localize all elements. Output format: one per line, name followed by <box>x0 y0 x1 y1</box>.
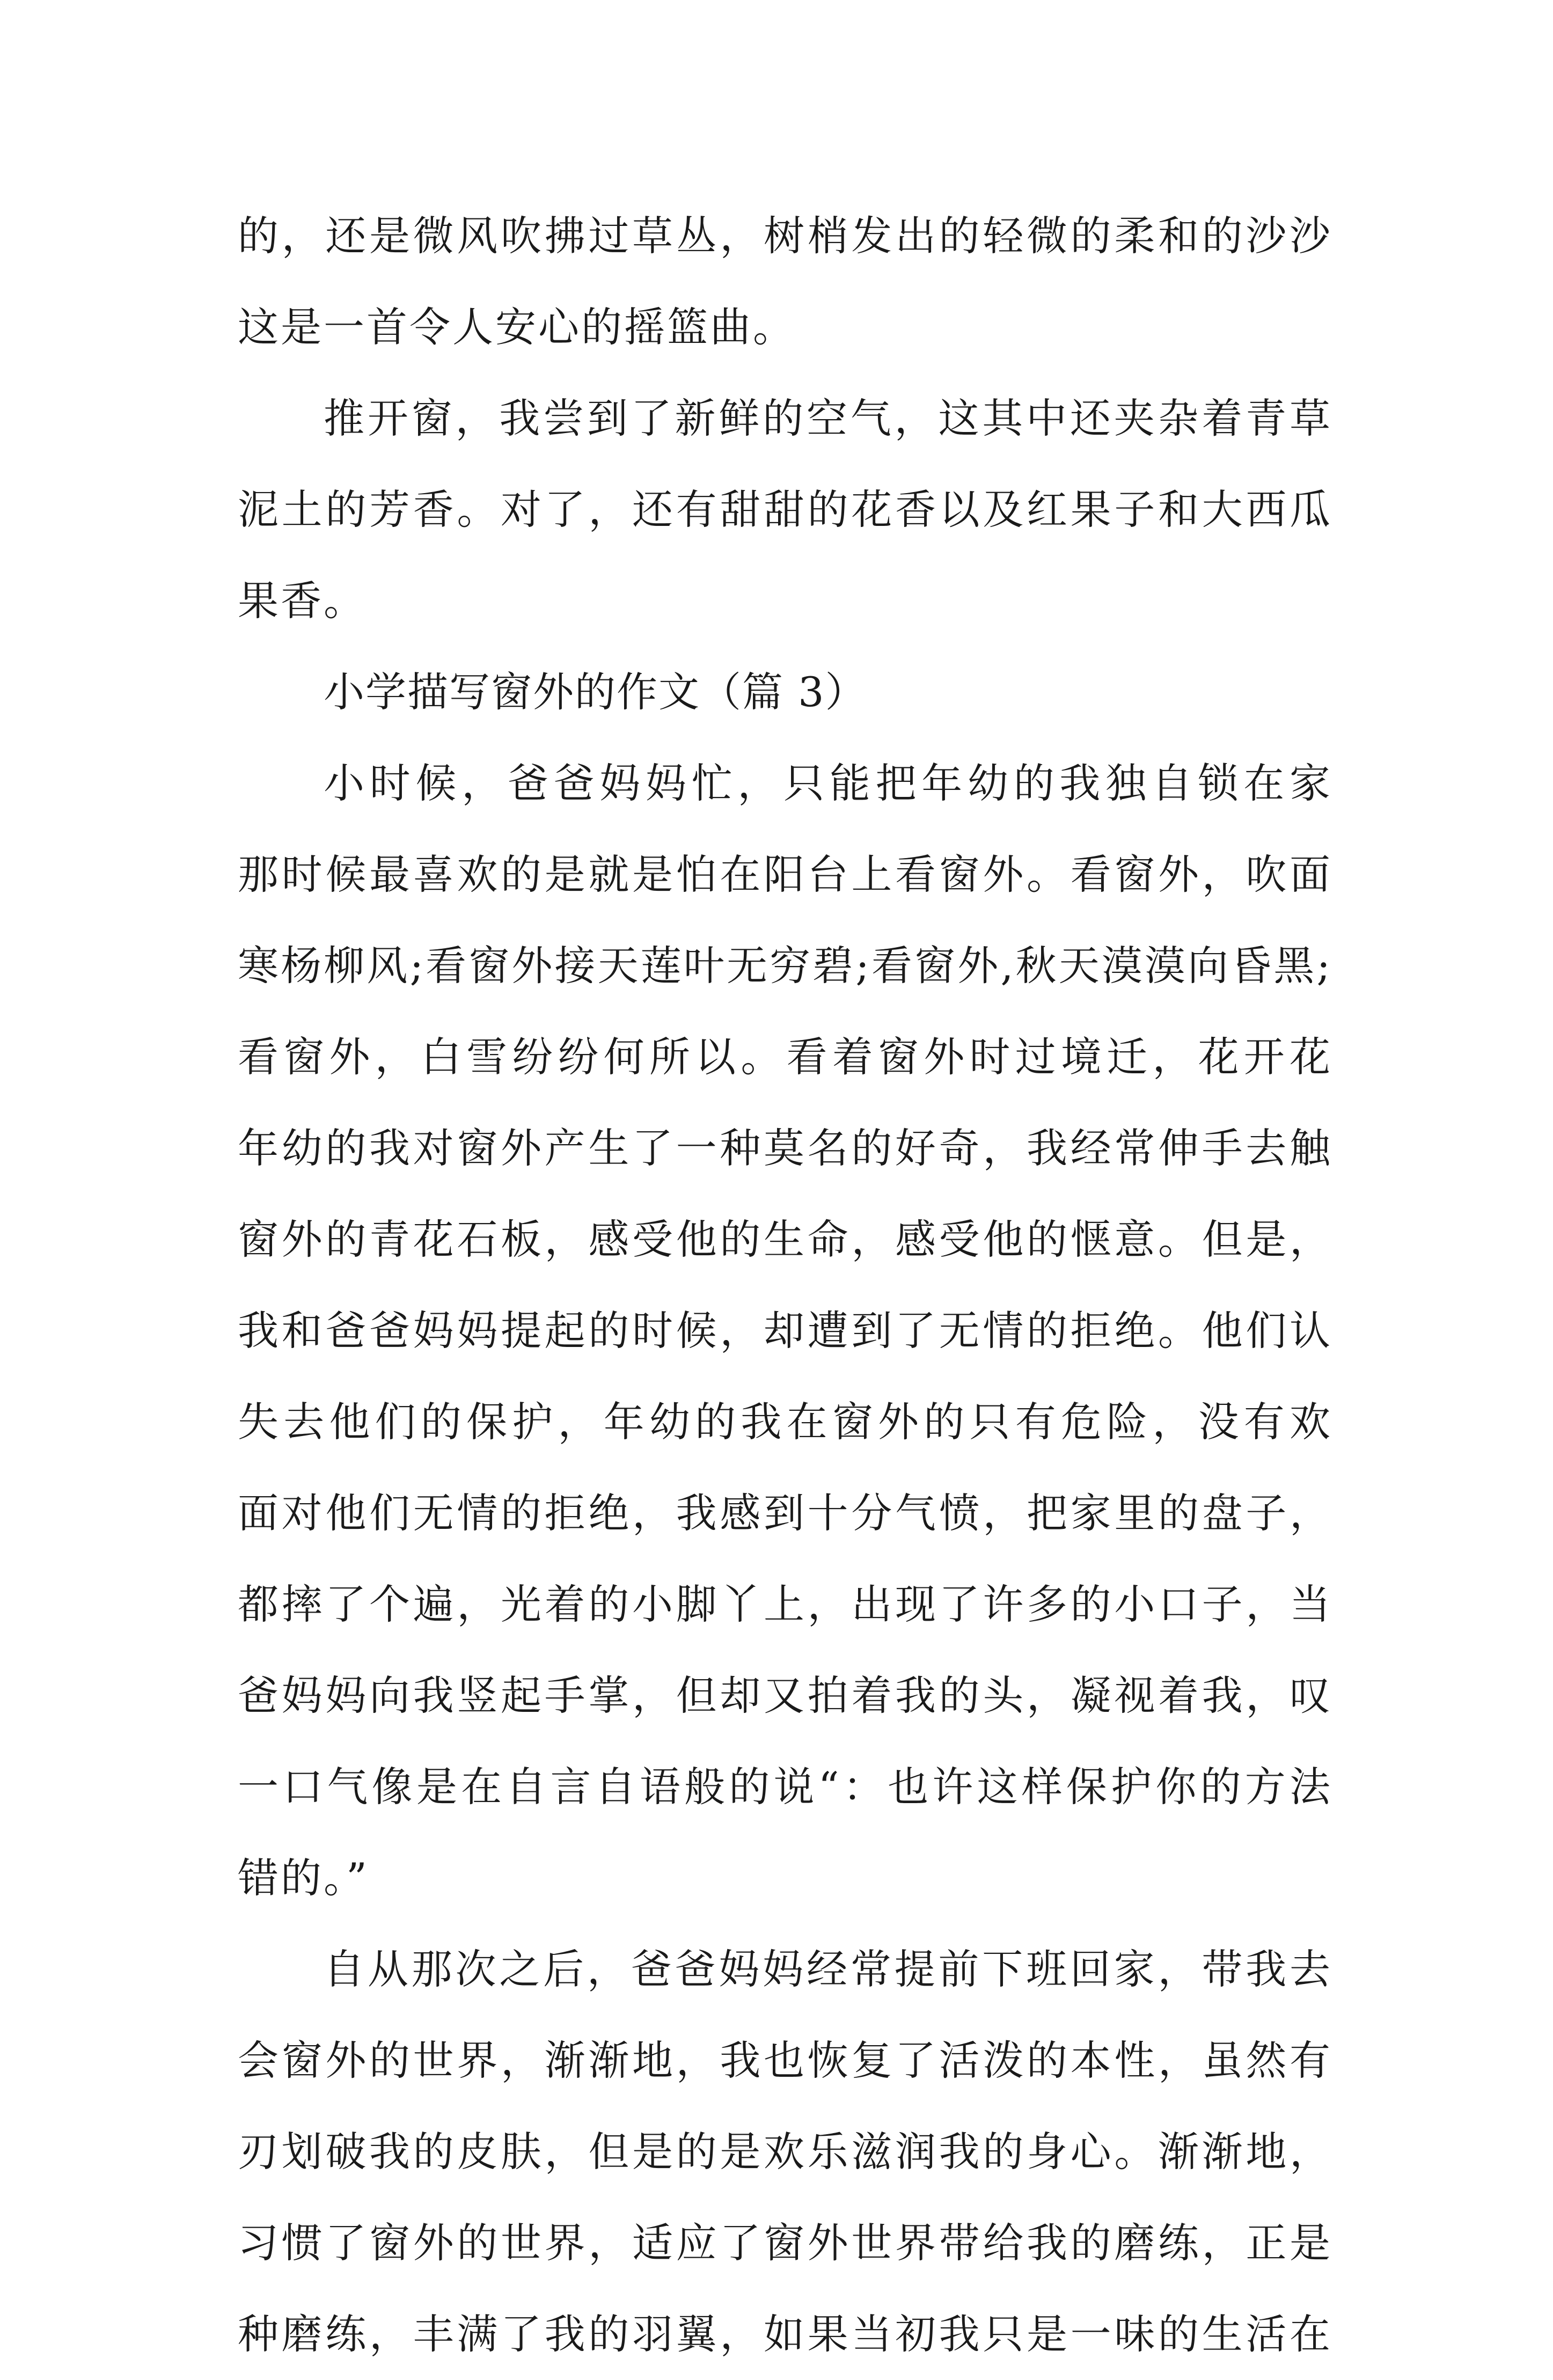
text-line: 爸妈妈向我竖起手掌，但却又拍着我的头，凝视着我，叹 <box>238 1672 1332 1719</box>
text-line: 习惯了窗外的世界，适应了窗外世界带给我的磨练，正是 <box>238 2219 1332 2267</box>
text-line: 小时候，爸爸妈妈忙，只能把年幼的我独自锁在家 <box>324 759 1332 807</box>
text-line: 面对他们无情的拒绝，我感到十分气愤，把家里的盘子， <box>238 1489 1332 1537</box>
text-line: 那时候最喜欢的是就是怕在阳台上看窗外。看窗外，吹面 <box>238 851 1332 898</box>
text-line: 会窗外的世界，渐渐地，我也恢复了活泼的本性，虽然有 <box>238 2037 1332 2084</box>
text-line: 看窗外，白雪纷纷何所以。看着窗外时过境迁，花开花 <box>238 1033 1332 1081</box>
text-line: 错的。” <box>238 1854 369 1902</box>
text-line: 果香。 <box>238 577 367 625</box>
text-line: 的，还是微风吹拂过草丛，树梢发出的轻微的柔和的沙沙 <box>238 212 1332 260</box>
text-line: 这是一首令人安心的摇篮曲。 <box>238 303 796 351</box>
text-line: 刃划破我的皮肤，但是的是欢乐滋润我的身心。渐渐地， <box>238 2128 1332 2176</box>
text-line: 年幼的我对窗外产生了一种莫名的好奇，我经常伸手去触 <box>238 1124 1332 1172</box>
text-line: 失去他们的保护，年幼的我在窗外的只有危险，没有欢 <box>238 1398 1332 1446</box>
text-line: 都摔了个遍，光着的小脚丫上，出现了许多的小口子，当 <box>238 1580 1332 1628</box>
text-line: 推开窗，我尝到了新鲜的空气，这其中还夹杂着青草 <box>324 394 1332 442</box>
document-body <box>238 191 1332 2380</box>
text-line: 我和爸爸妈妈提起的时候，却遭到了无情的拒绝。他们认 <box>238 1307 1332 1354</box>
section-heading: 小学描写窗外的作文（篇 3） <box>324 668 867 716</box>
text-line: 种磨练，丰满了我的羽翼，如果当初我只是一味的生活在 <box>238 2310 1332 2358</box>
text-line: 自从那次之后，爸爸妈妈经常提前下班回家，带我去 <box>324 1945 1332 1993</box>
text-line: 寒杨柳风;看窗外接天莲叶无穷碧;看窗外,秋天漠漠向昏黑; <box>238 942 1332 990</box>
text-line: 窗外的青花石板，感受他的生命，感受他的惬意。但是， <box>238 1215 1332 1263</box>
text-line: 泥土的芳香。对了，还有甜甜的花香以及红果子和大西瓜 <box>238 486 1332 533</box>
text-line: 一口气像是在自言自语般的说“：也许这样保护你的方法 <box>238 1763 1332 1811</box>
